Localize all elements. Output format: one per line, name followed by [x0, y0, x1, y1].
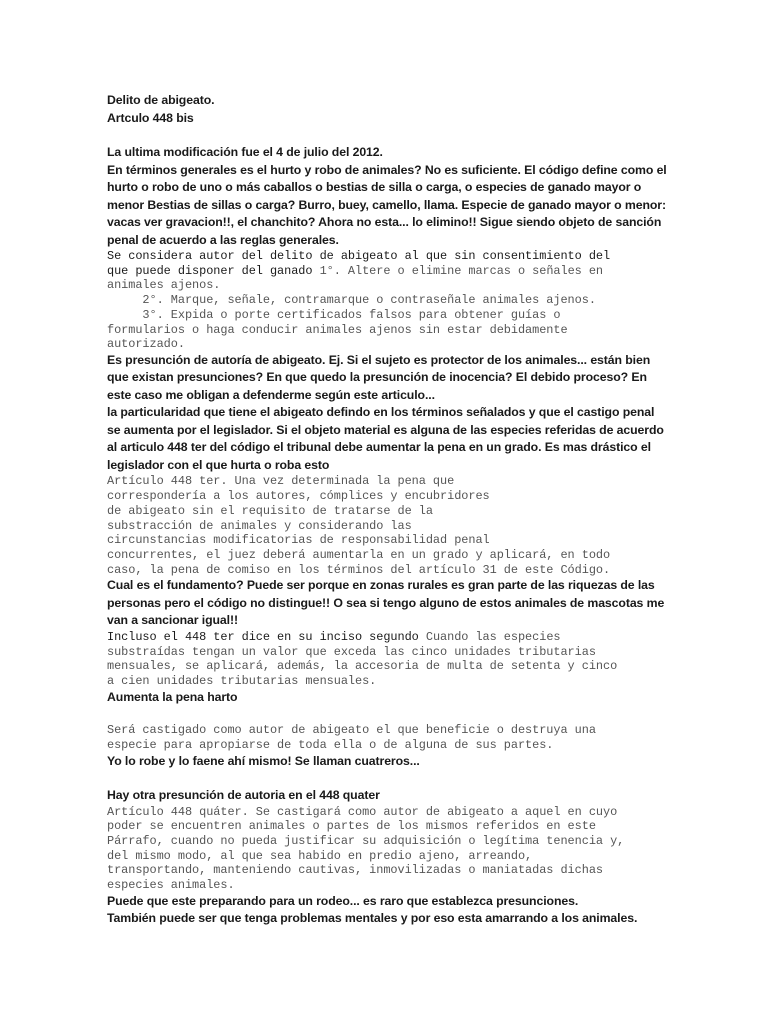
law-quote-line: Artículo 448 quáter. Se castigará como autor de abigeato a aquel en cuyo [107, 804, 618, 819]
paragraph-mental: También puede ser que tenga problemas mentales y por eso esta amarrando a los animales. [107, 911, 638, 926]
paragraph-fundamento: Cual es el fundamento? Puede ser porque en zonas rurales es gran parte de las riquezas de las personas pero el código no distingue!! O sea si tengo alguno de estos animales de mascotas me van a sancionar igual!! [107, 578, 665, 628]
law-quote-line: Párrafo, cuando no pueda justificar su adquisición o legítima tenencia y, [107, 833, 625, 848]
law-quote-line: substracción de animales y considerando las [107, 518, 412, 533]
law-quote-beneficie [107, 723, 667, 752]
law-quote-line: transportando, manteniendo cautivas, inmovilizadas o maniatadas dichas [107, 863, 603, 878]
law-quote-line: poder se encuentren animales o partes de los mismos referidos en este [107, 819, 596, 834]
paragraph-quater-heading: Hay otra presunción de autoria en el 448 quater [107, 788, 380, 803]
law-quote-line: substraídas tengan un valor que exceda las cinco unidades tributarias [107, 644, 596, 659]
law-quote-line: correspondería a los autores, cómplices y encubridores [107, 489, 490, 504]
law-quote-article-448-ter [107, 474, 667, 577]
law-quote-line: de abigeato sin el requisito de tratarse de la [107, 503, 433, 518]
law-quote-line: Se considera autor del delito de abigeato al que sin consentimiento del [107, 249, 611, 263]
law-quote-line: especie para apropiarse de toda ella o de alguna de sus partes. [107, 737, 554, 752]
law-quote-line: caso, la pena de comiso en los términos del artículo 31 de este Código. [107, 562, 611, 577]
law-quote-line: mensuales, se aplicará, además, la accesoria de multa de setenta y cinco [107, 659, 618, 674]
law-quote-line: formularios o haga conducir animales ajenos sin estar debidamente [107, 322, 568, 337]
law-quote-line: 3°. Expida o porte certificados falsos para obtener guías o [107, 307, 561, 322]
law-quote-inciso-segundo [107, 630, 667, 689]
document-title: Delito de abigeato. [107, 93, 215, 107]
law-quote-line: 2°. Marque, señale, contramarque o contraseñale animales ajenos. [107, 293, 596, 308]
law-quote-line: autorizado. [107, 337, 185, 352]
paragraph-rodeo: Puede que este preparando para un rodeo... es raro que establezca presunciones. [107, 893, 579, 908]
paragraph-cuatreros: Yo lo robe y lo faene ahí mismo! Se llaman cuatreros... [107, 753, 420, 768]
paragraph-definition: En términos generales es el hurto y robo de animales? No es suficiente. El código define como el hurto o robo de uno o más caballos o bestias de silla o carga, o especies de ganado mayor o menor Bestias de sillas o carga? Burro, buey, camello, llama. Especie de ganado mayor o menor: vacas ver gravacion!!, el chanchito? Ahora no esta... lo elimino!! Sigue siendo objeto de sanción penal de acuerdo a las reglas generales. [107, 162, 667, 247]
law-quote-line: especies animales. [107, 878, 235, 893]
law-quote-line: Artículo 448 ter. Una vez determinada la pena que [107, 474, 455, 489]
law-quote-line: animales ajenos. [107, 278, 221, 293]
law-quote-line: circunstancias modificatorias de responsabilidad penal [107, 533, 490, 548]
paragraph-aumenta: Aumenta la pena harto [107, 689, 238, 704]
law-quote-line: del mismo modo, al que sea habido en predio ajeno, arreando, [107, 848, 533, 863]
law-quote-article-448-quater [107, 805, 667, 893]
law-quote-line: a cien unidades tributarias mensuales. [107, 673, 377, 688]
law-quote-line: Cuando las especies [425, 629, 561, 644]
document-subtitle: Artculo 448 bis [107, 110, 194, 125]
law-quote-article-448-bis [107, 249, 667, 352]
law-quote-line: Será castigado como autor de abigeato el que beneficie o destruya una [107, 723, 596, 738]
document-page [107, 92, 667, 928]
law-quote-line: que puede disponer del ganado [107, 263, 320, 278]
paragraph-presumption: Es presunción de autoría de abigeato. Ej. Si el sujeto es protector de los animales... están bien que existan presunciones? En que quedo la presunción de inocencia? El debido proceso? En este caso me obligan a defenderme según este articulo... [107, 352, 651, 402]
paragraph-modification-date: La ultima modificación fue el 4 de julio del 2012. [107, 145, 383, 159]
law-quote-line: 1°. Altere o elimine marcas o señales en [319, 263, 604, 278]
law-quote-line: Incluso el 448 ter dice en su inciso segundo [107, 629, 426, 644]
law-quote-line: concurrentes, el juez deberá aumentarla en un grado y aplicará, en todo [107, 547, 611, 562]
paragraph-particularity: la particularidad que tiene el abigeato defindo en los términos señalados y que el castigo penal se aumenta por el legislador. Si el objeto material es alguna de las especies referidas de acuerdo al articulo 448 ter del código el tribunal debe aumentar la pena en un grado. Es mas drástico el legislador con el que hurta o roba esto [107, 405, 664, 472]
